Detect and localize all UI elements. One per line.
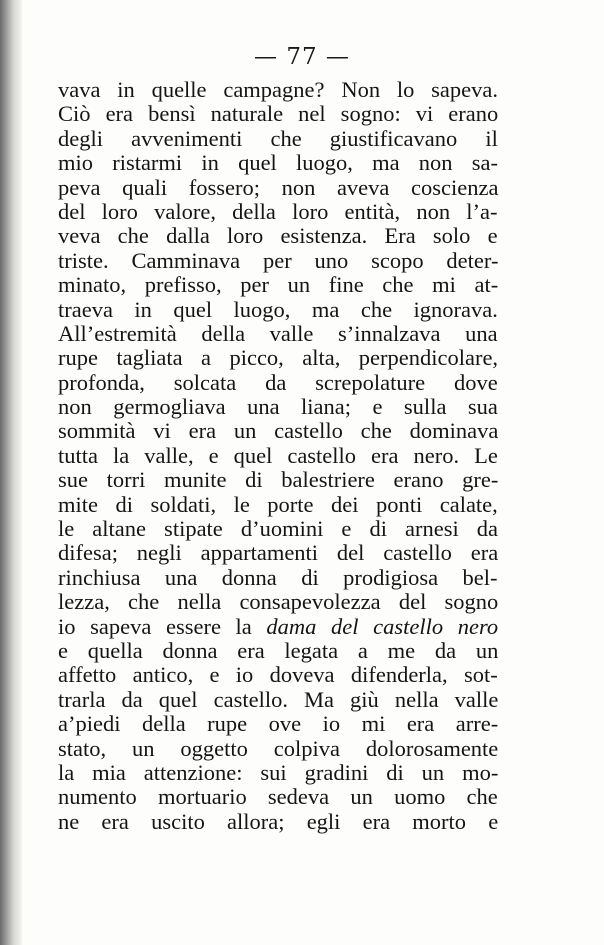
text-line-roman: io sapeva essere la — [58, 613, 267, 639]
text-line: rinchiusa una donna di prodigiosa bel- — [58, 564, 498, 590]
text-line: sue torri munite di balestriere erano gre- — [58, 467, 499, 493]
text-line: peva quali fossero; non aveva coscienza — [58, 174, 499, 200]
text-line: triste. Camminava per uno scopo deter- — [58, 247, 499, 273]
text-line: lezza, che nella consapevolezza del sogno — [58, 589, 499, 615]
text-line: non germogliava una liana; e sulla sua — [58, 394, 498, 420]
text-line: rupe tagliata a picco, alta, perpendicolare, — [58, 345, 499, 371]
text-line: Ciò era bensì naturale nel sogno: vi erano — [58, 101, 499, 127]
text-line: e quella donna era legata a me da un — [58, 637, 499, 663]
text-line: del loro valore, della loro entità, non l’a- — [58, 198, 498, 224]
text-line: degli avvenimenti che giustificavano il — [58, 125, 498, 151]
text-line-italic: dama del castello nero — [266, 613, 499, 639]
text-line: la mia attenzione: sui gradini di un mo- — [58, 759, 499, 785]
text-line: All’estremità della valle s’innalzava una — [58, 320, 498, 346]
text-line: stato, un oggetto colpiva dolorosamente — [58, 735, 499, 761]
text-line — [58, 615, 498, 639]
text-line: veva che dalla loro esistenza. Era solo e — [58, 223, 498, 249]
text-line: tutta la valle, e quel castello era nero. Le — [58, 442, 498, 468]
text-line: profonda, solcata da screpolature dove — [58, 369, 498, 395]
text-line: a’piedi della rupe ove io mi era arre- — [58, 711, 499, 737]
text-line: ne era uscito allora; egli era morto e — [58, 808, 499, 834]
text-line: traeva in quel luogo, ma che ignorava. — [58, 296, 498, 322]
page-binding-edge — [0, 0, 22, 945]
text-line: difesa; negli appartamenti del castello era — [58, 540, 499, 566]
text-line: le altane stipate d’uomini e di arnesi da — [58, 516, 499, 542]
text-line: minato, prefisso, per un fine che mi at- — [58, 272, 499, 298]
text-line: mite di soldati, le porte dei ponti calate, — [58, 491, 498, 517]
body-text — [58, 78, 498, 834]
text-line: numento mortuario sedeva un uomo che — [58, 784, 498, 810]
text-line: mio ristarmi in quel luogo, ma non sa- — [58, 150, 498, 176]
text-line: trarla da quel castello. Ma giù nella valle — [58, 686, 499, 712]
text-line: sommità vi era un castello che dominava — [58, 418, 499, 444]
text-line: vava in quelle campagne? Non lo sapeva. — [58, 77, 498, 102]
text-line: affetto antico, e io doveva difenderla, sot- — [58, 662, 498, 688]
page-number: — 77 — — [254, 44, 350, 70]
